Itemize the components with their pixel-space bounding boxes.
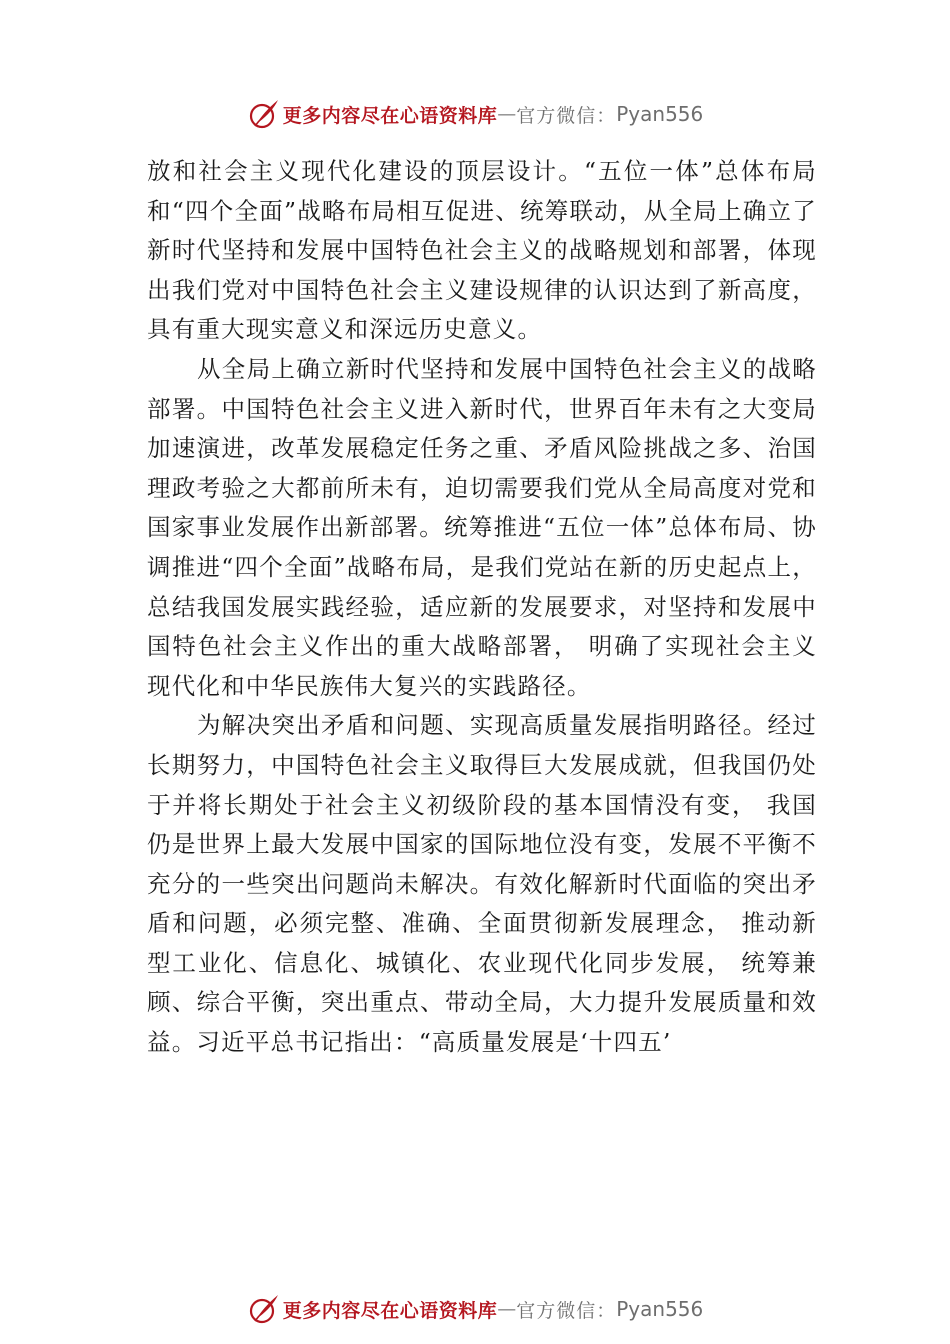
wechat-id: Pyan556 (616, 102, 704, 126)
document-body (147, 152, 817, 1063)
header-watermark (0, 94, 950, 134)
wechat-id: Pyan556 (616, 1297, 704, 1321)
watermark-separator: — (497, 103, 517, 125)
paragraph-1: 放和社会主义现代化建设的顶层设计。“五位一体”总体布局和“四个全面”战略布局相互促进、统筹联动，从全局上确立了新时代坚持和发展中国特色社会主义的战略规划和部署，体现出我们党对中国特色社会主义建设规律的认识达到了新高度，具有重大现实意义和深远历史意义。 (147, 157, 817, 344)
quill-pen-logo-icon (247, 1292, 281, 1326)
watermark-brand: 更多内容尽在心语资料库 (282, 104, 498, 127)
wechat-label: 官方微信： (516, 1299, 617, 1322)
paragraph-2: 从全局上确立新时代坚持和发展中国特色社会主义的战略部署。中国特色社会主义进入新时代，世界百年未有之大变局加速演进，改革发展稳定任务之重、矛盾风险挑战之多、治国理政考验之大都前所未有，迫切需要我们党从全局高度对党和国家事业发展作出新部署。统筹推进“五位一体”总体布局、协调推进“四个全面”战略布局，是我们党站在新的历史起点上，总结我国发展实践经验，适应新的发展要求，对坚持和发展中国特色社会主义作出的重大战略部署， 明确了实现社会主义现代化和中华民族伟大复兴的实践路径。 (147, 354, 817, 700)
wechat-label: 官方微信： (516, 104, 617, 127)
watermark-brand: 更多内容尽在心语资料库 (282, 1299, 498, 1322)
paragraph-3: 为解决突出矛盾和问题、实现高质量发展指明路径。经过长期努力，中国特色社会主义取得巨大发展成就，但我国仍处于并将长期处于社会主义初级阶段的基本国情没有变， 我国仍是世界上最大发展中国家的国际地位没有变，发展不平衡不充分的一些突出问题尚未解决。有效化解新时代面临的突出矛盾和问题，必须完整、准确、全面贯彻新发展理念， 推动新型工业化、信息化、城镇化、农业现代化同步发展， 统筹兼顾、综合平衡，突出重点、带动全局，大力提升发展质量和效益。习近平总书记指出：“高质量发展是‘十四五’ (147, 711, 817, 1057)
footer-watermark (0, 1289, 950, 1329)
watermark-separator: — (497, 1298, 517, 1320)
quill-pen-logo-icon (247, 97, 281, 131)
